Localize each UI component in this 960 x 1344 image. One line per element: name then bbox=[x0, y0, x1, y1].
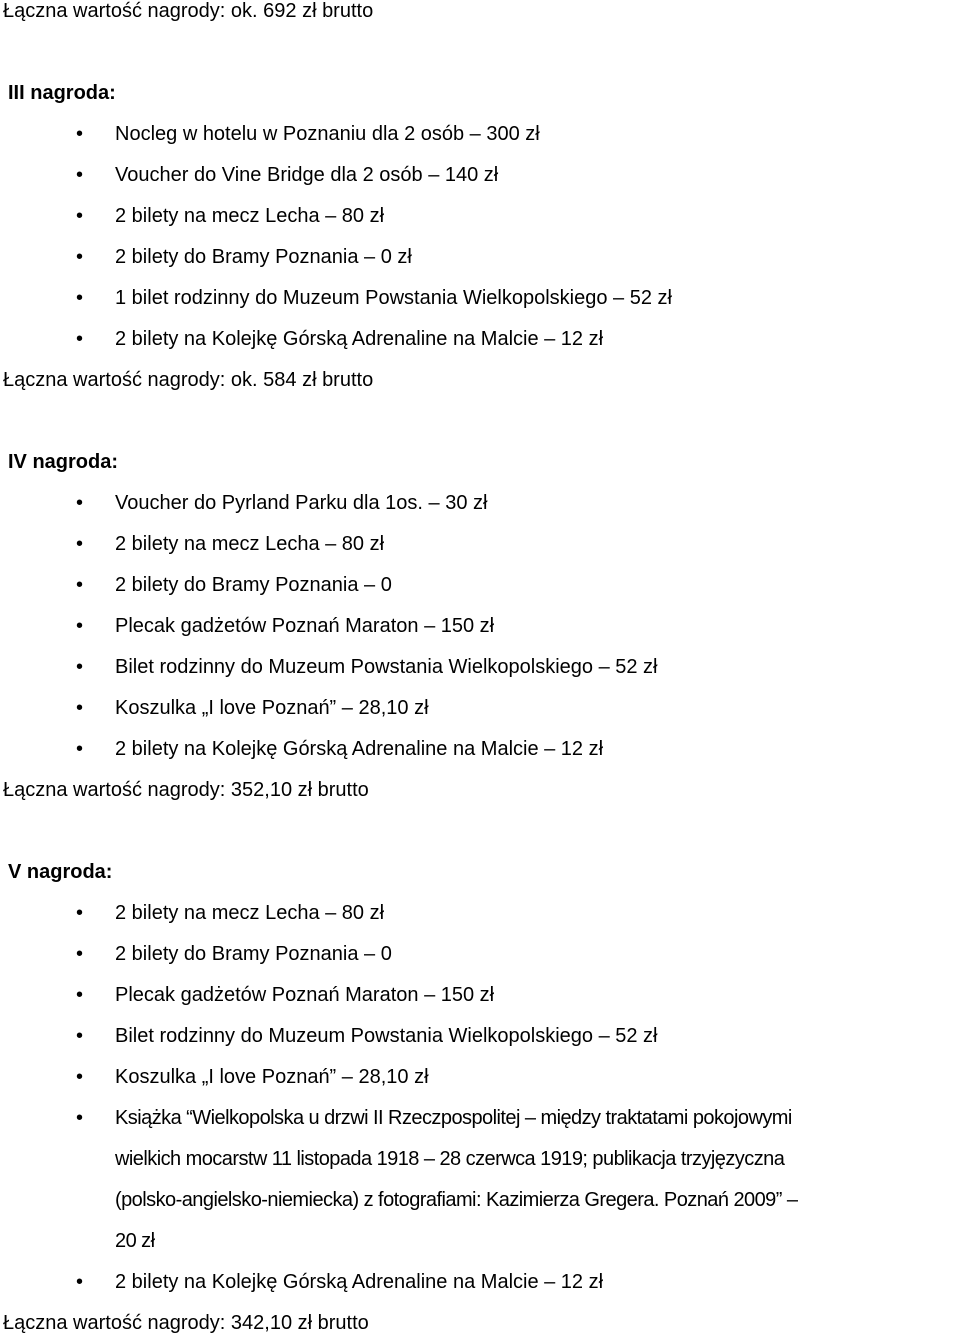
bullet-icon: • bbox=[76, 1271, 84, 1293]
section-heading: V nagroda: bbox=[8, 861, 113, 883]
bullet-icon: • bbox=[76, 656, 84, 678]
bullet-icon: • bbox=[76, 615, 84, 637]
list-item: • Bilet rodzinny do Muzeum Powstania Wielkopolskiego – 52 zł bbox=[0, 647, 960, 688]
prize-total: Łączna wartość nagrody: 342,10 zł brutto bbox=[3, 1312, 369, 1334]
list-item: • Voucher do Vine Bridge dla 2 osób – 140 zł bbox=[0, 155, 960, 196]
bullet-icon: • bbox=[76, 492, 84, 514]
bullet-icon: • bbox=[76, 1066, 84, 1088]
bullet-icon: • bbox=[76, 574, 84, 596]
bullet-icon: • bbox=[76, 697, 84, 719]
prize-total: Łączna wartość nagrody: 352,10 zł brutto bbox=[3, 779, 369, 801]
bullet-icon: • bbox=[76, 943, 84, 965]
list-item: • Koszulka „I love Poznań” – 28,10 zł bbox=[0, 688, 960, 729]
prize-list bbox=[0, 114, 960, 360]
section-heading: IV nagroda: bbox=[8, 451, 119, 473]
list-item: • 2 bilety do Bramy Poznania – 0 zł bbox=[0, 237, 960, 278]
bullet-icon: • bbox=[76, 246, 84, 268]
list-item: • Plecak gadżetów Poznań Maraton – 150 zł bbox=[0, 975, 960, 1016]
list-item: • Nocleg w hotelu w Poznaniu dla 2 osób – 300 zł bbox=[0, 114, 960, 155]
list-item: • Voucher do Pyrland Parku dla 1os. – 30 zł bbox=[0, 483, 960, 524]
prize-list bbox=[0, 893, 960, 1303]
list-item: • Bilet rodzinny do Muzeum Powstania Wielkopolskiego – 52 zł bbox=[0, 1016, 960, 1057]
list-item-book: • Książka “Wielkopolska u drzwi II Rzeczpospolitej – między traktatami pokojowymi wielkich mocarstw 11 listopada 1918 – 28 czerwca 1919; publikacja trzyjęzyczna (polsko-angielsko-niemiecka) z fotografiami: Kazimierza Gregera. Poznań 2009” – 20 zł bbox=[0, 1098, 960, 1262]
list-item: • 2 bilety na Kolejkę Górską Adrenaline na Malcie – 12 zł bbox=[0, 729, 960, 770]
list-item: • 2 bilety do Bramy Poznania – 0 bbox=[0, 565, 960, 606]
list-item: • 1 bilet rodzinny do Muzeum Powstania Wielkopolskiego – 52 zł bbox=[0, 278, 960, 319]
bullet-icon: • bbox=[76, 328, 84, 350]
prize-total: Łączna wartość nagrody: ok. 584 zł brutto bbox=[3, 369, 374, 391]
bullet-icon: • bbox=[76, 287, 84, 309]
bullet-icon: • bbox=[76, 1025, 84, 1047]
bullet-icon: • bbox=[76, 123, 84, 145]
list-item: • Plecak gadżetów Poznań Maraton – 150 zł bbox=[0, 606, 960, 647]
list-item: • 2 bilety na Kolejkę Górską Adrenaline na Malcie – 12 zł bbox=[0, 1262, 960, 1303]
bullet-icon: • bbox=[76, 984, 84, 1006]
bullet-icon: • bbox=[76, 533, 84, 555]
bullet-icon: • bbox=[76, 1107, 83, 1129]
bullet-icon: • bbox=[76, 738, 84, 760]
list-item: • Koszulka „I love Poznań” – 28,10 zł bbox=[0, 1057, 960, 1098]
prize-total: Łączna wartość nagrody: ok. 692 zł brutto bbox=[3, 0, 374, 22]
list-item: • 2 bilety do Bramy Poznania – 0 bbox=[0, 934, 960, 975]
list-item: • 2 bilety na mecz Lecha – 80 zł bbox=[0, 524, 960, 565]
list-item: • 2 bilety na mecz Lecha – 80 zł bbox=[0, 196, 960, 237]
bullet-icon: • bbox=[76, 902, 84, 924]
list-item: • 2 bilety na Kolejkę Górską Adrenaline na Malcie – 12 zł bbox=[0, 319, 960, 360]
bullet-icon: • bbox=[76, 164, 84, 186]
section-heading: III nagroda: bbox=[8, 82, 116, 104]
prize-list bbox=[0, 483, 960, 770]
list-item: • 2 bilety na mecz Lecha – 80 zł bbox=[0, 893, 960, 934]
bullet-icon: • bbox=[76, 205, 84, 227]
